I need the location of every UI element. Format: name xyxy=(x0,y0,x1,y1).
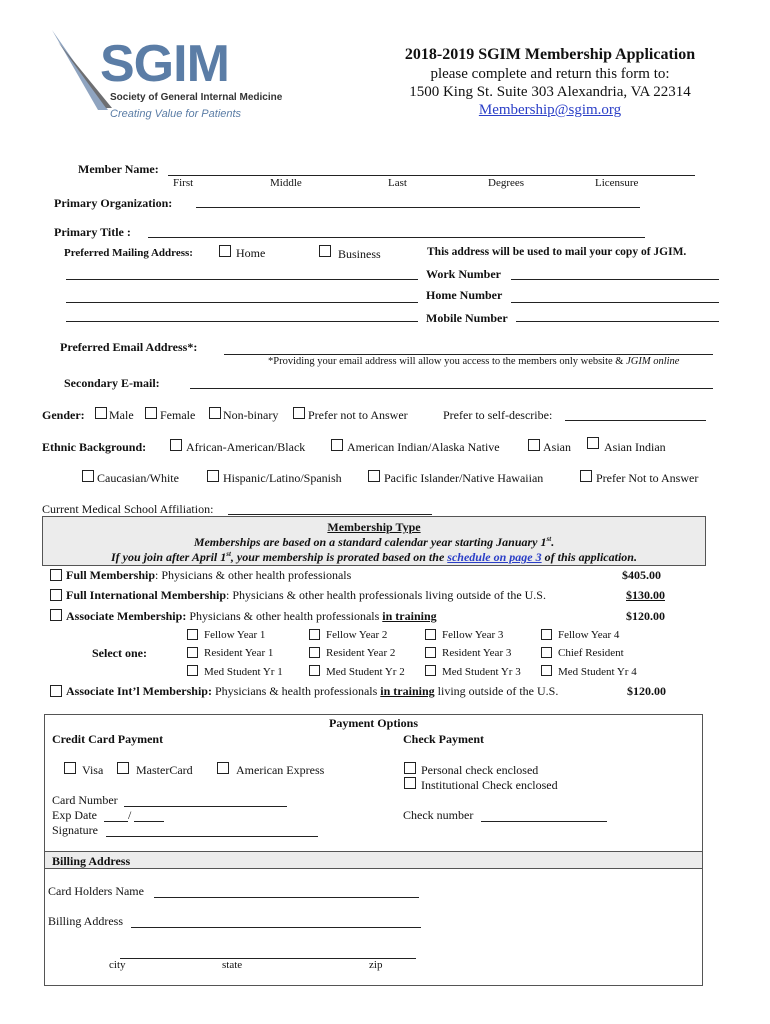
exp-month-field[interactable] xyxy=(104,821,128,822)
med-student-2-label: Med Student Yr 2 xyxy=(326,666,405,678)
personal-check-label: Personal check enclosed xyxy=(421,763,539,777)
check-number-label: Check number xyxy=(403,808,474,822)
resident-year-2-checkbox[interactable] xyxy=(309,647,320,658)
assoc-membership-checkbox[interactable] xyxy=(50,609,62,621)
med-student-3-checkbox[interactable] xyxy=(425,665,436,676)
full-membership-price: $405.00 xyxy=(622,568,661,582)
amex-checkbox[interactable] xyxy=(217,762,229,774)
assoc-membership-row xyxy=(66,609,437,624)
resident-year-3-checkbox[interactable] xyxy=(425,647,436,658)
city-label: city xyxy=(109,959,126,971)
ethnic-pacific-islander-checkbox[interactable] xyxy=(368,470,380,482)
mobile-number-field[interactable] xyxy=(516,321,719,322)
payment-options-box xyxy=(44,714,703,986)
assoc-intl-price: $120.00 xyxy=(627,684,666,698)
member-name-label: Member Name: xyxy=(78,162,159,176)
home-number-field[interactable] xyxy=(511,302,719,303)
assoc-membership-label: Associate Membership: xyxy=(66,609,187,623)
ethnic-caucasian-label: Caucasian/White xyxy=(97,471,179,485)
intl-membership-label: Full International Membership xyxy=(66,588,227,602)
mastercard-checkbox[interactable] xyxy=(117,762,129,774)
ethnic-hispanic-checkbox[interactable] xyxy=(207,470,219,482)
chief-resident-label: Chief Resident xyxy=(558,647,624,659)
membership-note-1 xyxy=(42,535,706,550)
ethnic-asian-label: Asian xyxy=(543,440,571,454)
amex-label: American Express xyxy=(236,763,325,777)
billing-address-field[interactable] xyxy=(131,927,421,928)
exp-separator: / xyxy=(128,808,132,822)
mastercard-label: MasterCard xyxy=(136,763,193,777)
secondary-email-label: Secondary E-mail: xyxy=(64,376,160,390)
intl-membership-checkbox[interactable] xyxy=(50,589,62,601)
secondary-email-field[interactable] xyxy=(190,388,713,389)
affiliation-field[interactable] xyxy=(228,514,432,515)
affiliation-label: Current Medical School Affiliation: xyxy=(42,502,214,516)
check-number-field[interactable] xyxy=(481,821,607,822)
sub-licensure: Licensure xyxy=(595,177,639,189)
state-label: state xyxy=(222,959,243,971)
visa-label: Visa xyxy=(82,763,104,777)
med-student-1-checkbox[interactable] xyxy=(187,665,198,676)
full-membership-label: Full Membership xyxy=(66,568,155,582)
intl-membership-row xyxy=(66,588,546,603)
assoc-intl-end: living outside of the U.S. xyxy=(437,684,559,698)
credit-card-title: Credit Card Payment xyxy=(52,732,164,746)
med-student-4-checkbox[interactable] xyxy=(541,665,552,676)
mobile-number-label: Mobile Number xyxy=(426,311,508,325)
note2-c: of this application. xyxy=(544,550,637,564)
billing-address-label: Billing Address xyxy=(48,914,124,928)
ethnic-label: Ethnic Background: xyxy=(42,440,147,454)
sub-degrees: Degrees xyxy=(488,177,525,189)
resident-year-1-checkbox[interactable] xyxy=(187,647,198,658)
select-one-label: Select one: xyxy=(92,646,147,660)
ethnic-prefer-not-label: Prefer Not to Answer xyxy=(596,471,699,485)
primary-title-label: Primary Title : xyxy=(54,225,131,239)
fellow-year-4-checkbox[interactable] xyxy=(541,629,552,640)
mail-note: This address will be used to mail your copy of JGIM. xyxy=(427,246,687,258)
primary-org-label: Primary Organization: xyxy=(54,196,173,210)
ethnic-american-indian-checkbox[interactable] xyxy=(331,439,343,451)
card-holder-field[interactable] xyxy=(154,897,419,898)
fellow-year-4-label: Fellow Year 4 xyxy=(558,629,620,641)
note1-text: Memberships are based on a standard calendar year starting January 1 xyxy=(193,535,547,549)
chief-resident-checkbox[interactable] xyxy=(541,647,552,658)
gender-label: Gender: xyxy=(42,408,85,422)
ethnic-african-american-checkbox[interactable] xyxy=(170,439,182,451)
business-label: Business xyxy=(338,247,381,261)
assoc-intl-row xyxy=(66,684,558,699)
gender-prefer-not-label: Prefer not to Answer xyxy=(308,408,408,422)
email-label: Preferred Email Address*: xyxy=(60,340,198,354)
intl-membership-price: $130.00 xyxy=(626,588,665,602)
schedule-link[interactable]: schedule on page 3 xyxy=(447,550,542,564)
signature-field[interactable] xyxy=(106,836,318,837)
gender-nonbinary-checkbox[interactable] xyxy=(209,407,221,419)
card-number-label: Card Number xyxy=(52,793,118,807)
fellow-year-3-checkbox[interactable] xyxy=(425,629,436,640)
ethnic-asian-indian-label: Asian Indian xyxy=(604,440,666,454)
card-holder-label: Card Holders Name xyxy=(48,884,144,898)
gender-prefer-not-checkbox[interactable] xyxy=(293,407,305,419)
membership-note-2 xyxy=(42,550,706,565)
note2-a: If you join after April 1 xyxy=(111,550,227,564)
note2-b: , your membership is prorated based on the xyxy=(230,550,445,564)
intl-membership-desc: : Physicians & other health professionals living outside of the U.S. xyxy=(226,588,546,602)
assoc-intl-desc: Physicians & health professionals xyxy=(214,684,378,698)
email-field[interactable] xyxy=(224,354,713,355)
signature-label: Signature xyxy=(52,823,98,837)
payment-options-title: Payment Options xyxy=(328,716,418,730)
form-title: 2018-2019 SGIM Membership Application xyxy=(404,46,696,63)
personal-check-checkbox[interactable] xyxy=(404,762,416,774)
ethnic-asian-indian-checkbox[interactable] xyxy=(587,437,599,449)
assoc-intl-checkbox[interactable] xyxy=(50,685,62,697)
assoc-intl-training: in training xyxy=(380,684,435,698)
home-label: Home xyxy=(236,246,266,260)
med-student-2-checkbox[interactable] xyxy=(309,665,320,676)
membership-type-title: Membership Type xyxy=(327,520,421,534)
gender-male-label: Male xyxy=(109,408,134,422)
sub-middle: Middle xyxy=(270,177,302,189)
address-line-1[interactable] xyxy=(66,279,418,280)
gender-female-label: Female xyxy=(160,408,196,422)
email-note xyxy=(268,356,679,367)
billing-address-title: Billing Address xyxy=(52,854,131,868)
assoc-membership-desc: Physicians & other health professionals xyxy=(189,609,380,623)
home-checkbox[interactable] xyxy=(219,245,231,257)
med-student-1-label: Med Student Yr 1 xyxy=(204,666,283,678)
institutional-check-checkbox[interactable] xyxy=(404,777,416,789)
gender-female-checkbox[interactable] xyxy=(145,407,157,419)
ethnic-pacific-islander-label: Pacific Islander/Native Hawaiian xyxy=(384,471,544,485)
sub-last: Last xyxy=(388,177,407,189)
gender-nonbinary-label: Non-binary xyxy=(223,408,279,422)
assoc-intl-label: Associate Int’l Membership: xyxy=(66,684,212,698)
header-email-wrap xyxy=(380,102,720,119)
note1-sup: st xyxy=(546,535,552,543)
exp-date-label: Exp Date xyxy=(52,808,97,822)
institutional-check-label: Institutional Check enclosed xyxy=(421,778,558,792)
visa-checkbox[interactable] xyxy=(64,762,76,774)
membership-email-link[interactable]: Membership@sgim.org xyxy=(478,102,622,118)
primary-org-field[interactable] xyxy=(196,207,640,208)
ethnic-american-indian-label: American Indian/Alaska Native xyxy=(347,440,500,454)
fellow-year-2-checkbox[interactable] xyxy=(309,629,320,640)
header-line-1: please complete and return this form to: xyxy=(430,66,670,82)
mailing-address-label: Preferred Mailing Address: xyxy=(64,247,193,259)
assoc-training: in training xyxy=(382,609,437,623)
fellow-year-3-label: Fellow Year 3 xyxy=(442,629,504,641)
work-number-field[interactable] xyxy=(511,279,719,280)
primary-title-field[interactable] xyxy=(148,237,645,238)
work-number-label: Work Number xyxy=(426,267,501,281)
email-note-jgim: JGIM online xyxy=(626,356,680,367)
resident-year-1-label: Resident Year 1 xyxy=(204,647,274,659)
ethnic-african-american-label: African-American/Black xyxy=(186,440,306,454)
email-note-text: *Providing your email address will allow you access to the members only website & xyxy=(268,356,624,367)
full-membership-checkbox[interactable] xyxy=(50,569,62,581)
header-address: 1500 King St. Suite 303 Alexandria, VA 22314 xyxy=(409,84,691,100)
member-name-field[interactable] xyxy=(168,175,695,176)
zip-label: zip xyxy=(369,959,383,971)
logo-tagline: Creating Value for Patients xyxy=(110,108,242,120)
fellow-year-2-label: Fellow Year 2 xyxy=(326,629,388,641)
note1-end: . xyxy=(551,535,555,549)
med-student-3-label: Med Student Yr 3 xyxy=(442,666,521,678)
gender-self-describe-label: Prefer to self-describe: xyxy=(443,408,553,422)
assoc-membership-price: $120.00 xyxy=(626,609,665,623)
card-number-field[interactable] xyxy=(124,806,287,807)
gender-self-describe-field[interactable] xyxy=(565,420,706,421)
sub-first: First xyxy=(173,177,194,189)
address-line-3[interactable] xyxy=(66,321,418,322)
logo-brand: SGIM xyxy=(100,35,229,93)
gender-male-checkbox[interactable] xyxy=(95,407,107,419)
address-line-2[interactable] xyxy=(66,302,418,303)
logo-org-name: Society of General Internal Medicine xyxy=(110,92,283,103)
business-checkbox[interactable] xyxy=(319,245,331,257)
ethnic-hispanic-label: Hispanic/Latino/Spanish xyxy=(223,471,342,485)
home-number-label: Home Number xyxy=(426,288,503,302)
fellow-year-1-checkbox[interactable] xyxy=(187,629,198,640)
note2-sup: st xyxy=(226,550,231,558)
fellow-year-1-label: Fellow Year 1 xyxy=(204,629,266,641)
ethnic-prefer-not-checkbox[interactable] xyxy=(580,470,592,482)
resident-year-3-label: Resident Year 3 xyxy=(442,647,512,659)
ethnic-asian-checkbox[interactable] xyxy=(528,439,540,451)
resident-year-2-label: Resident Year 2 xyxy=(326,647,396,659)
exp-year-field[interactable] xyxy=(134,821,164,822)
med-student-4-label: Med Student Yr 4 xyxy=(558,666,637,678)
full-membership-desc: : Physicians & other health professionals xyxy=(155,568,352,582)
check-payment-title: Check Payment xyxy=(403,732,484,746)
billing-address-header xyxy=(44,851,703,869)
ethnic-caucasian-checkbox[interactable] xyxy=(82,470,94,482)
full-membership-row xyxy=(66,568,351,583)
